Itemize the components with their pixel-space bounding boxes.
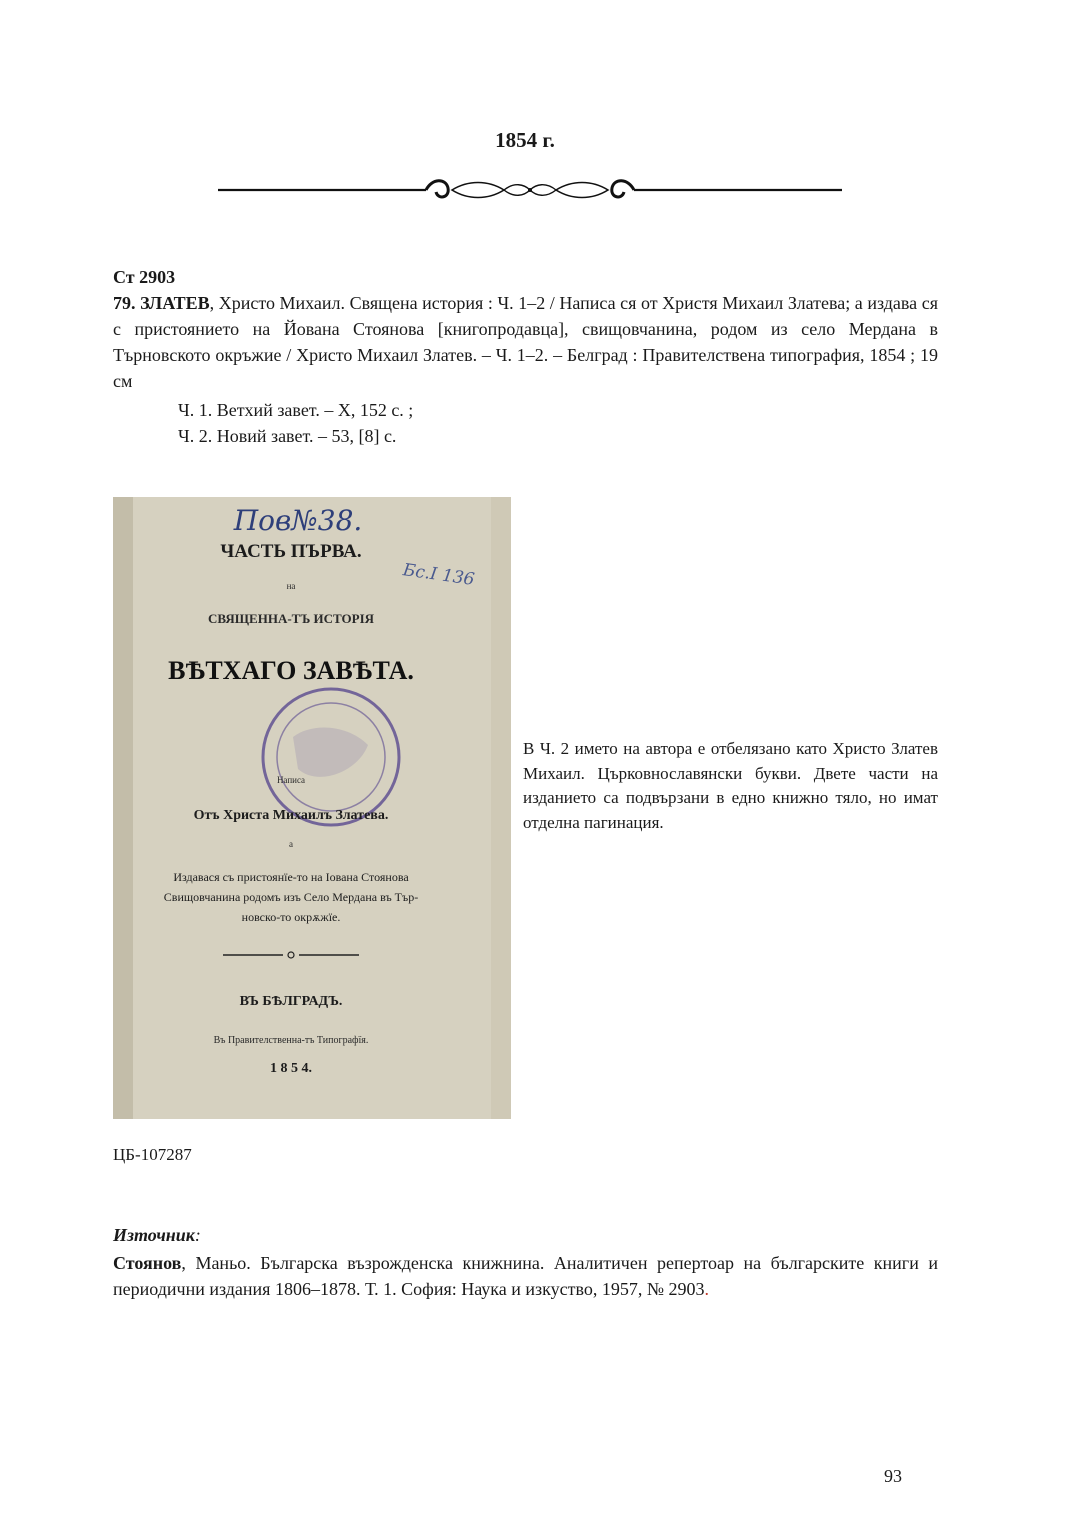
page-number: 93 <box>884 1466 902 1486</box>
record-description: , Христо Михаил. Священа история : Ч. 1–2 / Написа ся от Христя Михаил Златева; а издава ся с пристоянието на Йована Стоянова [книгопродавца], свищовчанина, родом из село Мердана в Търновското окръжие / Христо Михаил Златев. – Ч. 1–2. – Белград : Правителствена типография, 1854 ; 19 см <box>113 293 938 391</box>
page-heading-year: 1854 г. <box>495 128 555 152</box>
title-line-3: СВЯЩЕННА-ТЪ ИСТОРІЯ <box>207 611 375 626</box>
annotation-note: В Ч. 2 името на автора е отбелязано като Христо Златев Михаил. Църковнославянски букви. Двете части на изданието са подвързани в едно книжно тяло, но имат отделна пагинация. <box>523 739 938 832</box>
volume-part-2: Ч. 2. Новий завет. – 53, [8] с. <box>178 426 397 446</box>
source-end-dot: . <box>704 1279 710 1299</box>
source-author: Стоянов <box>113 1253 182 1273</box>
title-line-2: на <box>286 581 296 591</box>
title-line-1: ЧАСТЬ ПЪРВА. <box>220 541 362 562</box>
title-line-4: ВѢТХАГО ЗАВѢТА. <box>168 656 414 685</box>
imprint-year: 1 8 5 4. <box>270 1061 312 1076</box>
handwritten-shelfmark: Пов№38. <box>233 504 363 537</box>
source-citation <box>113 1250 938 1302</box>
source-colon: : <box>194 1225 201 1245</box>
conjunction-a: а <box>289 839 293 849</box>
record-author: ЗЛАТЕВ <box>140 293 210 313</box>
volume-part-1: Ч. 1. Ветхий завет. – Х, 152 с. ; <box>178 400 414 420</box>
publisher-line-3: новско-то окрѫжїе. <box>241 910 341 924</box>
author-line: Отъ Христа Михаилъ Златева. <box>193 808 389 823</box>
ornament-divider <box>218 172 842 208</box>
record-number: 79. <box>113 293 141 313</box>
written-by-label: Написа <box>276 775 306 785</box>
publisher-line-1: Издавася съ пристоянїе-то на Іована Стоянова <box>173 870 409 884</box>
source-heading <box>113 1225 201 1246</box>
publisher-line-2: Свищовчанина родомъ изъ Село Мердана въ Тър- <box>163 890 419 904</box>
source-description: , Маньо. Българска възрожденска книжнина. Аналитичен репертоар на българските книги и периодични издания 1806–1878. Т. 1. София: Наука и изкуство, 1957, № 2903 <box>113 1253 938 1299</box>
city-line: ВЪ БѢЛГРАДЪ. <box>239 994 343 1009</box>
handwritten-note: Бс.I 136 <box>401 560 476 590</box>
bibliographic-record <box>113 290 938 394</box>
title-page-photo <box>113 497 511 1119</box>
source-label: Източник <box>113 1225 195 1245</box>
catalog-code: Ст 2903 <box>113 267 176 287</box>
library-call-number: ЦБ-107287 <box>113 1145 192 1164</box>
press-line: Въ Правителственна-тъ Типографїя. <box>213 1035 369 1046</box>
